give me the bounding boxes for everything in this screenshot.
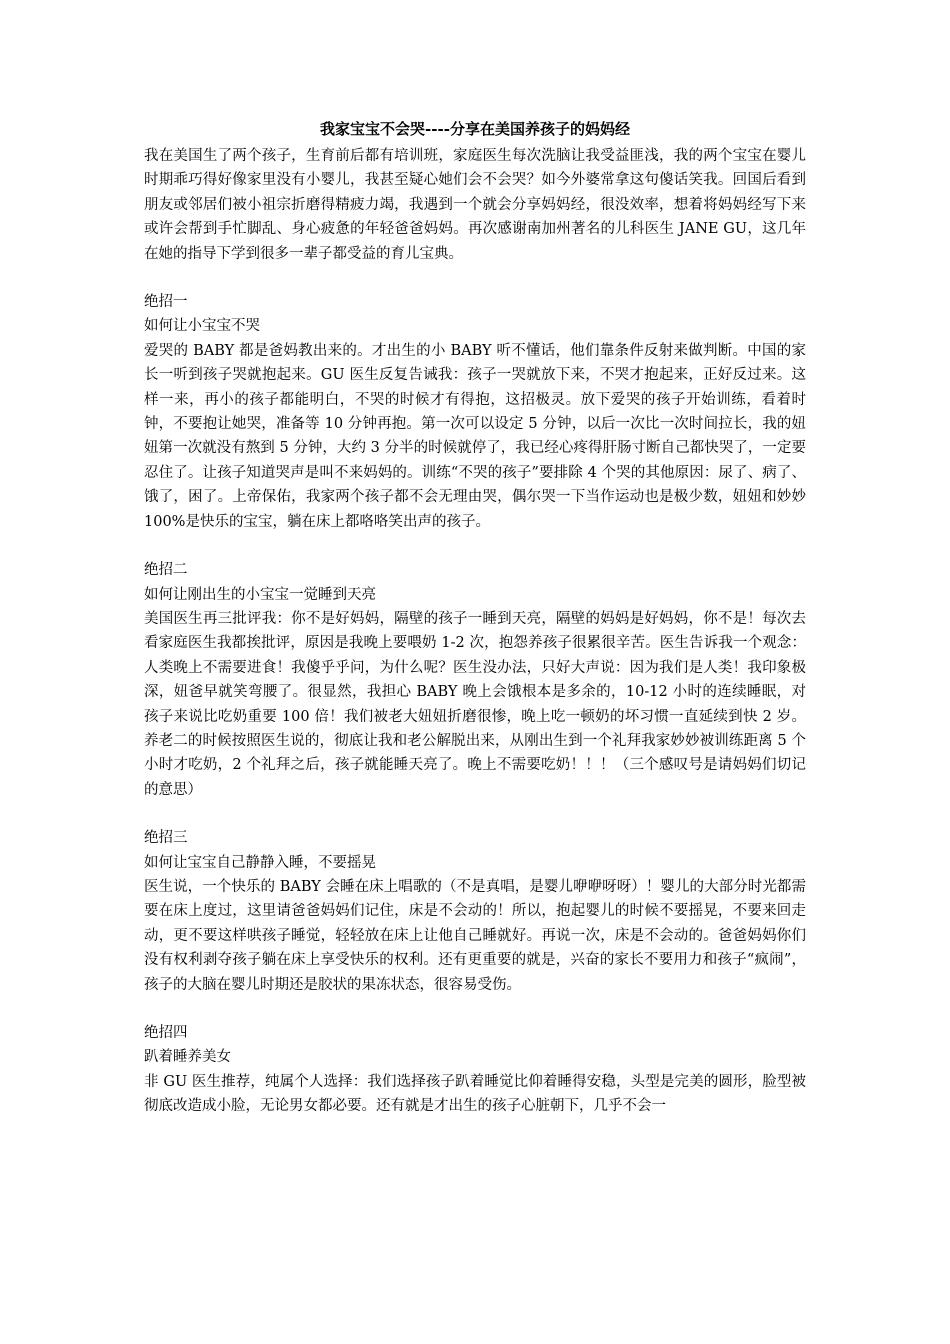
section-body: 非 GU 医生推荐，纯属个人选择：我们选择孩子趴着睡觉比仰着睡得安稳，头型是完美的圆形，脸型被彻底改造成小脸，无论男女都必要。还有就是才出生的孩子心脏朝下，几乎不会一 xyxy=(144,1073,806,1115)
section-body: 爱哭的 BABY 都是爸妈教出来的。才出生的小 BABY 听不懂话，他们靠条件反射来做判断。中国的家长一听到孩子哭就抱起来。GU 医生反复告诫我：孩子一哭就放下来，不哭才抱起来，正好反过来。这样一来，再小的孩子都能明白，不哭的时候才有得抱，这招极灵。放下爱哭的孩子开始训练，看着时钟，不要抱让她哭，准备等 10 分钟再抱。第一次可以设定 5 分钟，以后一次比一次时间拉长，我的妞妞第一次就没有熬到 5 分钟，大约 3 分半的时候就停了，我已经心疼得肝肠寸断自己都快哭了，一定要忍住了。让孩子知道哭声是叫不来妈妈的。训练“不哭的孩子”要排除 4 个哭的其他原因：尿了、病了、饿了，困了。上帝保佑，我家两个孩子都不会无理由哭，偶尔哭一下当作运动也是极少数，妞妞和妙妙 100%是快乐的宝宝，躺在床上都咯咯笑出声的孩子。 xyxy=(144,342,806,530)
document-title: 我家宝宝不会哭----分享在美国养孩子的妈妈经 xyxy=(320,120,630,138)
section-heading: 绝招一 xyxy=(144,294,188,311)
section-heading: 绝招三 xyxy=(144,830,188,847)
section-heading: 绝招四 xyxy=(144,1025,188,1041)
section-heading: 绝招二 xyxy=(144,562,188,579)
section-subtitle: 如何让宝宝自己静静入睡，不要摇晃 xyxy=(144,854,376,871)
section-subtitle: 趴着睡养美女 xyxy=(144,1049,231,1066)
document-body xyxy=(144,118,806,1119)
section-body: 医生说，一个快乐的 BABY 会睡在床上唱歌的（不是真唱，是婴儿咿咿呀呀）！婴儿的大部分时光都需要在床上度过，这里请爸爸妈妈们记住，床是不会动的！所以，抱起婴儿的时候不要摇晃，不要来回走动，更不要这样哄孩子睡觉，轻轻放在床上让他自己睡就好。再说一次，床是不会动的。爸爸妈妈你们没有权利剥夺孩子躺在床上享受快乐的权利。还有更重要的就是，兴奋的家长不要用力和孩子“疯闹”，孩子的大脑在婴儿时期还是胶状的果冻状态，很容易受伤。 xyxy=(144,878,806,993)
section-2 xyxy=(144,558,806,802)
section-subtitle: 如何让刚出生的小宝宝一觉睡到天亮 xyxy=(144,586,376,603)
section-body: 美国医生再三批评我：你不是好妈妈，隔壁的孩子一睡到天亮，隔壁的妈妈是好妈妈，你不是！每次去看家庭医生我都挨批评，原因是我晚上要喂奶 1-2 次，抱怨养孩子很累很辛苦。医生告诉我一个观念：人类晚上不需要进食！我傻乎乎问，为什么呢？医生没办法，只好大声说：因为我们是人类！我印象极深，妞爸早就笑弯腰了。很显然，我担心 BABY 晚上会饿根本是多余的，10-12 小时的连续睡眠，对孩子来说比吃奶重要 100 倍！我们被老大妞妞折磨很惨，晚上吃一顿奶的坏习惯一直延续到快 2 岁。养老二的时候按照医生说的，彻底让我和老公解脱出来，从刚出生到一个礼拜我家妙妙被训练距离 5 个小时才吃奶，2 个礼拜之后，孩子就能睡天亮了。晚上不需要吃奶！！！（三个感叹号是请妈妈们切记的意思） xyxy=(144,610,806,798)
section-1 xyxy=(144,290,806,534)
section-3 xyxy=(144,826,806,997)
intro-paragraph: 我在美国生了两个孩子，生育前后都有培训班，家庭医生每次洗脑让我受益匪浅，我的两个宝宝在婴儿时期乖巧得好像家里没有小婴儿，我甚至疑心她们会不会哭？如今外婆常拿这句傻话笑我。回国后看到朋友或邻居们被小祖宗折磨得精疲力竭，我遇到一个就会分享妈妈经，很没效率，想着将妈妈经写下来或许会帮到手忙脚乱、身心疲惫的年轻爸爸妈妈。再次感谢南加州著名的儿科医生 JANE GU，这几年在她的指导下学到很多一辈子都受益的育儿宝典。 xyxy=(144,148,806,262)
section-subtitle: 如何让小宝宝不哭 xyxy=(144,318,260,335)
section-4 xyxy=(144,1021,806,1119)
